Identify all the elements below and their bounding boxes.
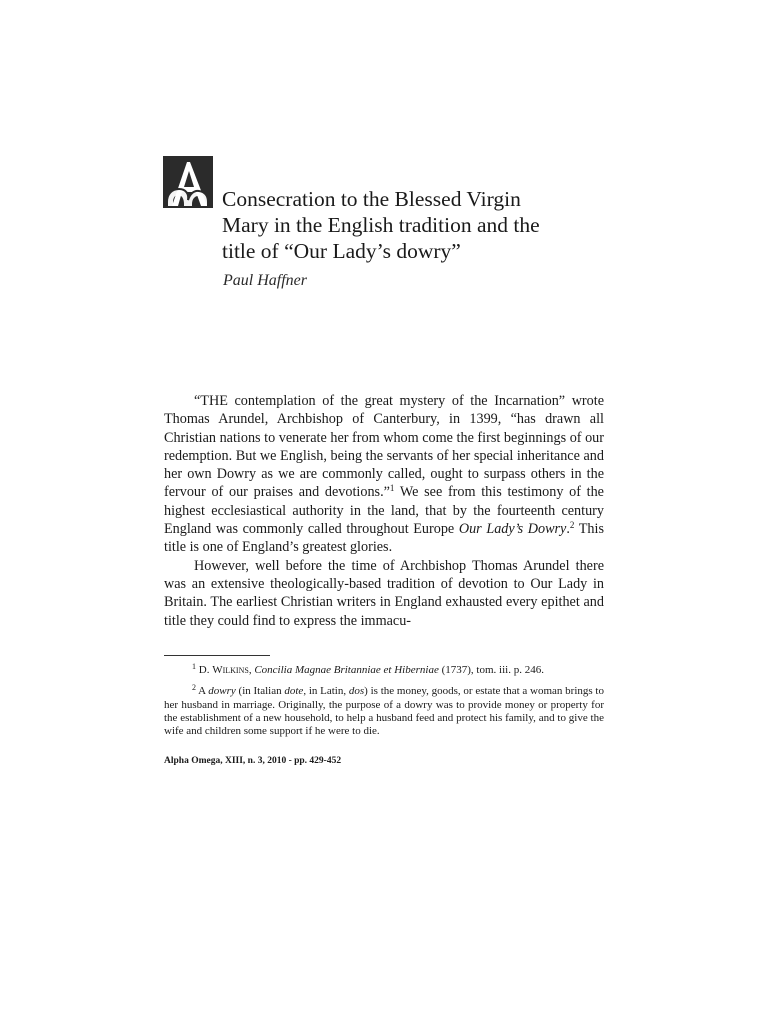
article-body bbox=[164, 392, 604, 630]
footnotes bbox=[164, 660, 604, 742]
journal-citation: Alpha Omega, XIII, n. 3, 2010 - pp. 429-452 bbox=[164, 756, 342, 766]
article-title bbox=[222, 186, 582, 264]
text-run: (in Italian bbox=[235, 685, 285, 698]
italic-term: dos bbox=[348, 685, 365, 698]
italic-title: Our Lady’s Dowry bbox=[458, 521, 567, 538]
paragraph: However, well before the time of Archbishop Thomas Arundel there was an extensive theologically-based tradition of devotion to Our Lady in Britain. The earliest Christian writers in England exhausted every epithet and title they could find to express the immacu- bbox=[164, 557, 604, 629]
text-run: This title is one of England’s greatest glories. bbox=[164, 521, 604, 556]
footnote-ref[interactable]: 2 bbox=[569, 520, 575, 531]
author-smallcaps: Wilkins bbox=[212, 664, 249, 676]
title-line: title of “Our Lady’s dowry” bbox=[222, 239, 461, 263]
text-run: , in Latin, bbox=[303, 685, 349, 698]
work-title: Concilia Magnae Britanniae et Hiberniae bbox=[254, 664, 439, 676]
paragraph: “THE contemplation of the great mystery of the Incarnation” wrote Thomas Arundel, Archbishop of Canterbury, in 1399, “has drawn all Christian nations to venerate her from whom come the first beginnings of our redemption. But we English, being the servants of her special inheritance and her own Dowry as we are commonly called, ought to surpass others in the fervour of our praises and devotions.”$^1$ We see from this testimony of the highest ecclesiastical authority in the land, that by the fourteenth century England was commonly called throughout Europe Our Lady’s Dowry.$^2$ This title is one of England’s greatest glories. bbox=[164, 393, 604, 556]
text-run: ) is the money, goods, or estate that a woman brings to her husband in marriage. Originally, the purpose of a dowry was to provide money or property for the establishment of a new household, to help a husband feed and protect his family, and to give the wife and children some support if he were to die. bbox=[164, 685, 604, 738]
text-run: We see from this testimony of the highest ecclesiastical authority in the land, that by the fourteenth century England was commonly called throughout Europe bbox=[164, 484, 604, 538]
text-run: (1737), tom. iii. p. 246. bbox=[438, 664, 544, 676]
footnote-number: 1 bbox=[192, 662, 196, 671]
italic-term: dowry bbox=[208, 685, 236, 698]
footnote-divider bbox=[164, 655, 270, 656]
footnote-number: 2 bbox=[192, 683, 196, 693]
text-run: “THE contemplation of the great mystery of the Incarnation” wrote Thomas Arundel, Archbishop of Canterbury, in 1399, “has drawn all Christian nations to venerate her from whom come the first beginnings of our redemption. But we English, being the servants of her special inheritance and her own Dowry as we are commonly called, ought to surpass others in the fervour of our praises and devotions.” bbox=[164, 393, 604, 501]
footnote bbox=[164, 681, 604, 738]
italic-term: dote bbox=[284, 685, 304, 698]
title-line: Mary in the English tradition and the bbox=[222, 213, 540, 237]
title-line: Consecration to the Blessed Virgin bbox=[222, 187, 521, 211]
text-run: A bbox=[198, 685, 209, 698]
author-name: Paul Haffner bbox=[223, 272, 307, 289]
footnote: $^1$ D. Wilkins, Concilia Magnae Britanniae et Hiberniae (1737), tom. iii. p. 246. bbox=[192, 662, 544, 676]
footnote-ref[interactable]: 1 bbox=[389, 483, 395, 494]
alpha-omega-logo-icon bbox=[163, 156, 213, 208]
